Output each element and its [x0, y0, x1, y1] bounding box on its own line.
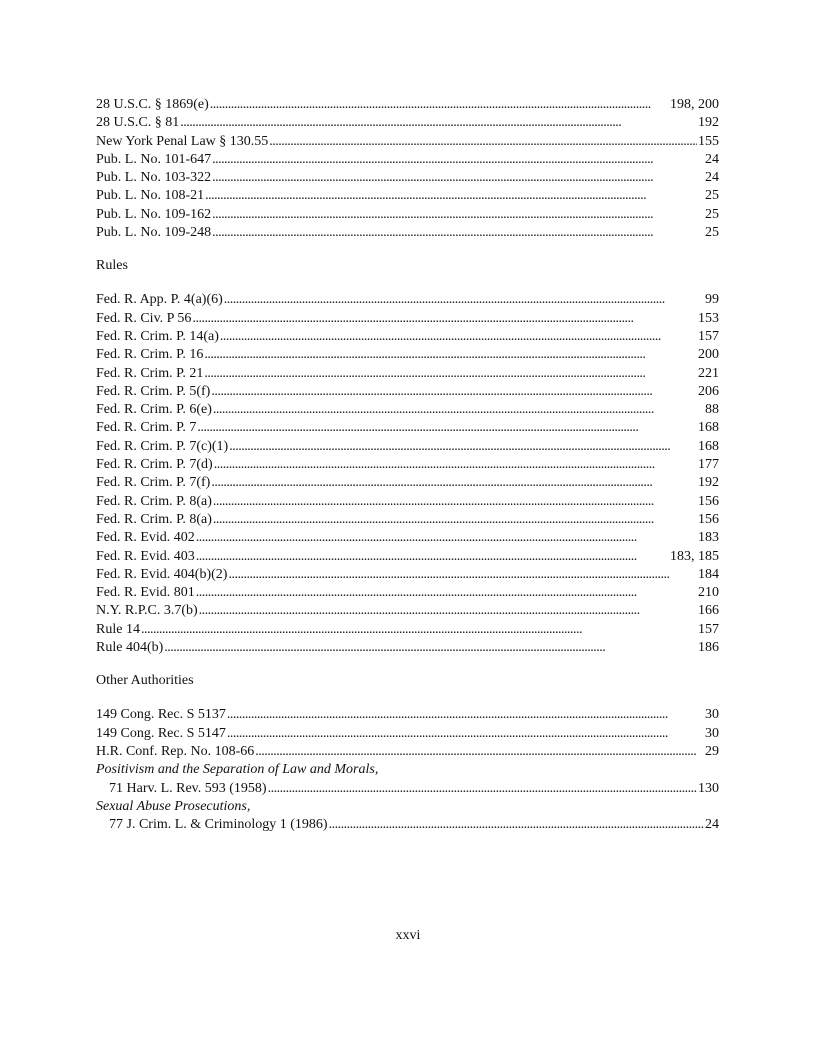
- dot-leader: [192, 310, 697, 328]
- entry-page-numbers: 210: [698, 585, 719, 601]
- entry-page-numbers: 153: [698, 310, 719, 326]
- entry-title: Pub. L. No. 108-21: [96, 188, 205, 204]
- entry-page-numbers: 177: [698, 457, 719, 473]
- entry-page-numbers: 168: [698, 438, 719, 454]
- toc-entry: [96, 419, 719, 437]
- toc-entry: [96, 529, 719, 547]
- entry-title: Fed. R. Crim. P. 16: [96, 347, 204, 363]
- dot-leader: [213, 401, 704, 419]
- dot-leader: [228, 566, 697, 584]
- rules-list: [96, 291, 719, 657]
- entry-title: Fed. R. Evid. 801: [96, 585, 195, 601]
- toc-entry: [96, 151, 719, 169]
- dot-leader: [164, 639, 697, 657]
- entry-title: Fed. R. Crim. P. 7(f): [96, 475, 211, 491]
- toc-entry: [96, 438, 719, 456]
- dot-leader: [212, 224, 704, 242]
- entry-page-numbers: 156: [698, 511, 719, 527]
- entry-page-numbers: 157: [698, 621, 719, 637]
- entry-page-numbers: 24: [705, 817, 719, 833]
- toc-entry: [96, 328, 719, 346]
- entry-page-numbers: 183, 185: [670, 548, 719, 564]
- entry-title: Fed. R. App. P. 4(a)(6): [96, 292, 223, 308]
- entry-title: Pub. L. No. 101-647: [96, 151, 212, 167]
- entry-title: 71 Harv. L. Rev. 593 (1958): [109, 780, 267, 796]
- entry-title: Pub. L. No. 109-162: [96, 206, 212, 222]
- toc-entry: [96, 383, 719, 401]
- entry-page-numbers: 30: [705, 725, 719, 741]
- other-authorities-secondary-list: [96, 761, 719, 834]
- entry-page-numbers: 156: [698, 493, 719, 509]
- entry-page-numbers: 30: [705, 707, 719, 723]
- toc-entry: [96, 706, 719, 724]
- entry-page-numbers: 186: [698, 640, 719, 656]
- entry-page-numbers: 155: [698, 133, 719, 149]
- entry-page-numbers: 192: [698, 475, 719, 491]
- entry-title: 28 U.S.C. § 81: [96, 115, 180, 131]
- dot-leader: [180, 114, 697, 132]
- entry-page-numbers: 183: [698, 530, 719, 546]
- toc-entry: [96, 169, 719, 187]
- entry-page-numbers: 166: [698, 603, 719, 619]
- dot-leader: [220, 328, 697, 346]
- toc-entry: [96, 401, 719, 419]
- toc-entry: [96, 511, 719, 529]
- entry-page-numbers: 168: [698, 420, 719, 436]
- toc-entry: [96, 187, 719, 205]
- entry-article-title: Positivism and the Separation of Law and Morals,: [96, 762, 379, 778]
- toc-entry: [96, 474, 719, 492]
- toc-entry: [96, 493, 719, 511]
- toc-entry: [96, 206, 719, 224]
- toc-entry: [96, 584, 719, 602]
- toc-entry: [96, 548, 719, 566]
- entry-title: Fed. R. Crim. P. 6(e): [96, 402, 212, 418]
- dot-leader: [197, 419, 697, 437]
- toc-entry: [96, 566, 719, 584]
- dot-leader: [227, 725, 704, 743]
- statutes-list: [96, 96, 719, 242]
- entry-page-numbers: 88: [705, 402, 719, 418]
- entry-title: Rule 14: [96, 621, 140, 637]
- entry-title: Fed. R. Crim. P. 7(d): [96, 457, 213, 473]
- entry-page-numbers: 221: [698, 365, 719, 381]
- entry-title: Fed. R. Evid. 403: [96, 548, 195, 564]
- other-authorities-heading: Other Authorities: [96, 673, 194, 689]
- entry-title: Pub. L. No. 103-322: [96, 170, 212, 186]
- toc-entry: [96, 456, 719, 474]
- toc-entry-multiline: [96, 761, 719, 798]
- entry-title: 149 Cong. Rec. S 5137: [96, 707, 226, 723]
- entry-title: 28 U.S.C. § 1869(e): [96, 97, 209, 112]
- entry-page-numbers: 24: [705, 151, 719, 167]
- dot-leader: [213, 511, 697, 529]
- dot-leader: [211, 383, 697, 401]
- toc-entry: [96, 346, 719, 364]
- toc-entry: [96, 224, 719, 242]
- toc-entry: [96, 291, 719, 309]
- entry-page-numbers: 25: [705, 206, 719, 222]
- dot-leader: [199, 602, 697, 620]
- entry-title: Fed. R. Crim. P. 5(f): [96, 383, 211, 399]
- dot-leader: [224, 291, 704, 309]
- toc-entry: [96, 639, 719, 657]
- entry-title: Fed. R. Crim. P. 14(a): [96, 328, 219, 344]
- entry-page-numbers: 206: [698, 383, 719, 399]
- entry-title: 77 J. Crim. L. & Criminology 1 (1986): [109, 817, 328, 833]
- dot-leader: [213, 493, 697, 511]
- toc-entry: [96, 133, 719, 151]
- entry-title: Fed. R. Crim. P. 21: [96, 365, 204, 381]
- entry-page-numbers: 198, 200: [670, 97, 719, 112]
- toc-entry: [96, 621, 719, 639]
- dot-leader: [204, 365, 697, 383]
- toc-entry: [96, 114, 719, 132]
- dot-leader: [196, 529, 697, 547]
- entry-article-title: Sexual Abuse Prosecutions,: [96, 798, 251, 814]
- entry-title: H.R. Conf. Rep. No. 108-66: [96, 743, 255, 759]
- entry-title: N.Y. R.P.C. 3.7(b): [96, 603, 198, 619]
- entry-page-numbers: 184: [698, 566, 719, 582]
- entry-title: Fed. R. Crim. P. 8(a): [96, 511, 212, 527]
- entry-page-numbers: 99: [705, 292, 719, 308]
- entry-title: 149 Cong. Rec. S 5147: [96, 725, 226, 741]
- dot-leader: [196, 584, 697, 602]
- page-number: xxvi: [395, 928, 421, 943]
- dot-leader: [227, 706, 704, 724]
- dot-leader: [329, 816, 704, 834]
- entry-title: Fed. R. Evid. 402: [96, 530, 195, 546]
- entry-page-numbers: 200: [698, 347, 719, 363]
- entry-page-numbers: 24: [705, 170, 719, 186]
- dot-leader: [269, 133, 697, 151]
- toc-entry: [96, 780, 719, 798]
- entry-title: Fed. R. Crim. P. 7: [96, 420, 197, 436]
- dot-leader: [205, 187, 704, 205]
- entry-page-numbers: 25: [705, 225, 719, 241]
- dot-leader: [141, 621, 697, 639]
- toc-entry-multiline: [96, 798, 719, 835]
- toc-entry: [96, 602, 719, 620]
- toc-entry: [96, 365, 719, 383]
- entry-page-numbers: 25: [705, 188, 719, 204]
- dot-leader: [212, 169, 704, 187]
- entry-page-numbers: 157: [698, 328, 719, 344]
- entry-title: Rule 404(b): [96, 640, 164, 656]
- dot-leader: [204, 346, 697, 364]
- entry-title: Fed. R. Evid. 404(b)(2): [96, 566, 228, 582]
- entry-title: New York Penal Law § 130.55: [96, 133, 269, 149]
- dot-leader: [212, 151, 704, 169]
- dot-leader: [196, 548, 669, 566]
- dot-leader: [210, 96, 669, 114]
- dot-leader: [268, 780, 697, 798]
- toc-entry: [96, 310, 719, 328]
- table-of-authorities: [96, 96, 719, 834]
- rules-heading: Rules: [96, 258, 128, 274]
- dot-leader: [211, 474, 697, 492]
- toc-entry: [96, 743, 719, 761]
- dot-leader: [255, 743, 704, 761]
- entry-title: Fed. R. Crim. P. 7(c)(1): [96, 438, 229, 454]
- entry-page-numbers: 130: [698, 780, 719, 796]
- dot-leader: [214, 456, 697, 474]
- entry-page-numbers: 29: [705, 743, 719, 759]
- toc-entry: [96, 725, 719, 743]
- entry-title: Fed. R. Civ. P 56: [96, 310, 192, 326]
- entry-title: Fed. R. Crim. P. 8(a): [96, 493, 212, 509]
- entry-title: Pub. L. No. 109-248: [96, 225, 212, 241]
- dot-leader: [212, 206, 704, 224]
- toc-entry: [96, 816, 719, 834]
- entry-page-numbers: 192: [698, 115, 719, 131]
- other-authorities-list: [96, 706, 719, 761]
- dot-leader: [229, 438, 697, 456]
- toc-entry: [96, 96, 719, 114]
